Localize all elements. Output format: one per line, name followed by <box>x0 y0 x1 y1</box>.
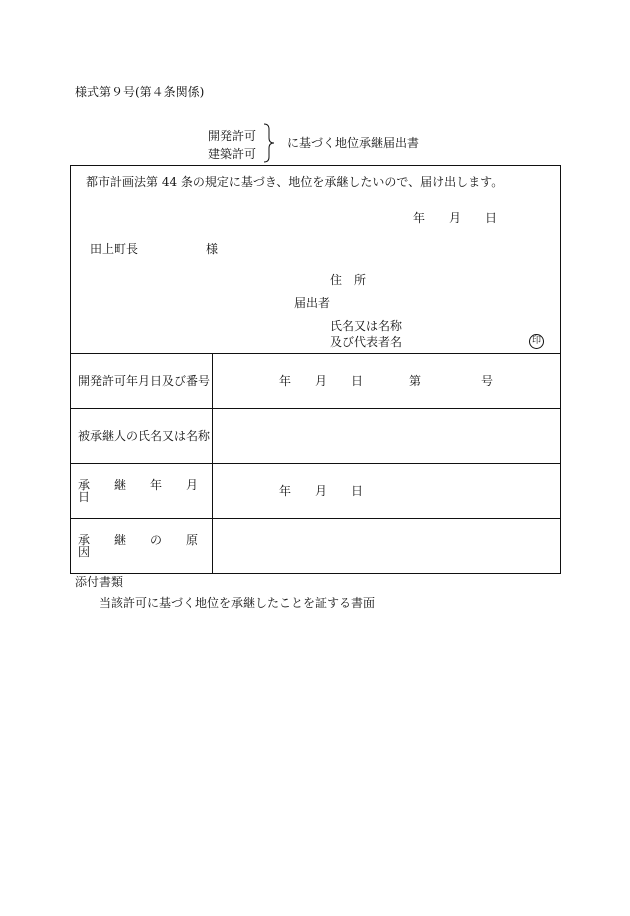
title-options <box>208 127 256 163</box>
predecessor-value-cell[interactable] <box>213 409 561 464</box>
permit-value-cell[interactable] <box>213 354 561 409</box>
curly-brace-icon <box>262 123 276 163</box>
title-suffix: に基づく地位承継届出書 <box>287 136 420 150</box>
info-table <box>70 353 561 574</box>
succession-month: 月 <box>315 484 328 498</box>
title-option-development: 開発許可 <box>208 129 257 143</box>
seal-icon: 印 <box>529 334 544 349</box>
table-row-succession-date <box>71 464 561 519</box>
permit-month: 月 <box>315 374 328 388</box>
table-row-reason <box>71 519 561 574</box>
table-row-predecessor <box>71 409 561 464</box>
reason-value-cell[interactable] <box>213 519 561 574</box>
notice-box <box>70 165 561 354</box>
permit-year: 年 <box>279 374 292 388</box>
title-option-building: 建築許可 <box>208 147 257 161</box>
addressee-honorific: 様 <box>206 242 219 256</box>
permit-label: 開発許可年月日及び番号 <box>71 354 213 409</box>
permit-number-prefix: 第 <box>409 374 422 388</box>
date-day-field[interactable]: 日 <box>485 211 498 225</box>
form-number: 様式第９号(第４条関係) <box>75 85 205 99</box>
succession-year: 年 <box>279 484 292 498</box>
notice-statement: 都市計画法第 44 条の規定に基づき、地位を承継したいので、届け出します。 <box>86 175 504 189</box>
permit-day: 日 <box>351 374 364 388</box>
attachments-heading: 添付書類 <box>75 575 124 589</box>
addressee: 田上町長 <box>90 242 139 256</box>
permit-number-suffix: 号 <box>481 374 494 388</box>
date-month-field[interactable]: 月 <box>449 211 462 225</box>
reason-label: 承 継 の 原 因 <box>71 519 213 574</box>
name-label-line-1: 氏名又は名称 <box>330 319 403 333</box>
address-label: 住 所 <box>330 273 367 287</box>
succession-day: 日 <box>351 484 364 498</box>
name-label-line-2: 及び代表者名 <box>330 335 403 349</box>
succession-date-label: 承 継 年 月 日 <box>71 464 213 519</box>
date-year-field[interactable]: 年 <box>413 211 426 225</box>
succession-date-value-cell[interactable] <box>213 464 561 519</box>
table-row-permit <box>71 354 561 409</box>
notifier-label: 届出者 <box>294 296 331 310</box>
attachment-item: 当該許可に基づく地位を承継したことを証する書面 <box>99 596 376 610</box>
predecessor-label: 被承継人の氏名又は名称 <box>71 409 213 464</box>
